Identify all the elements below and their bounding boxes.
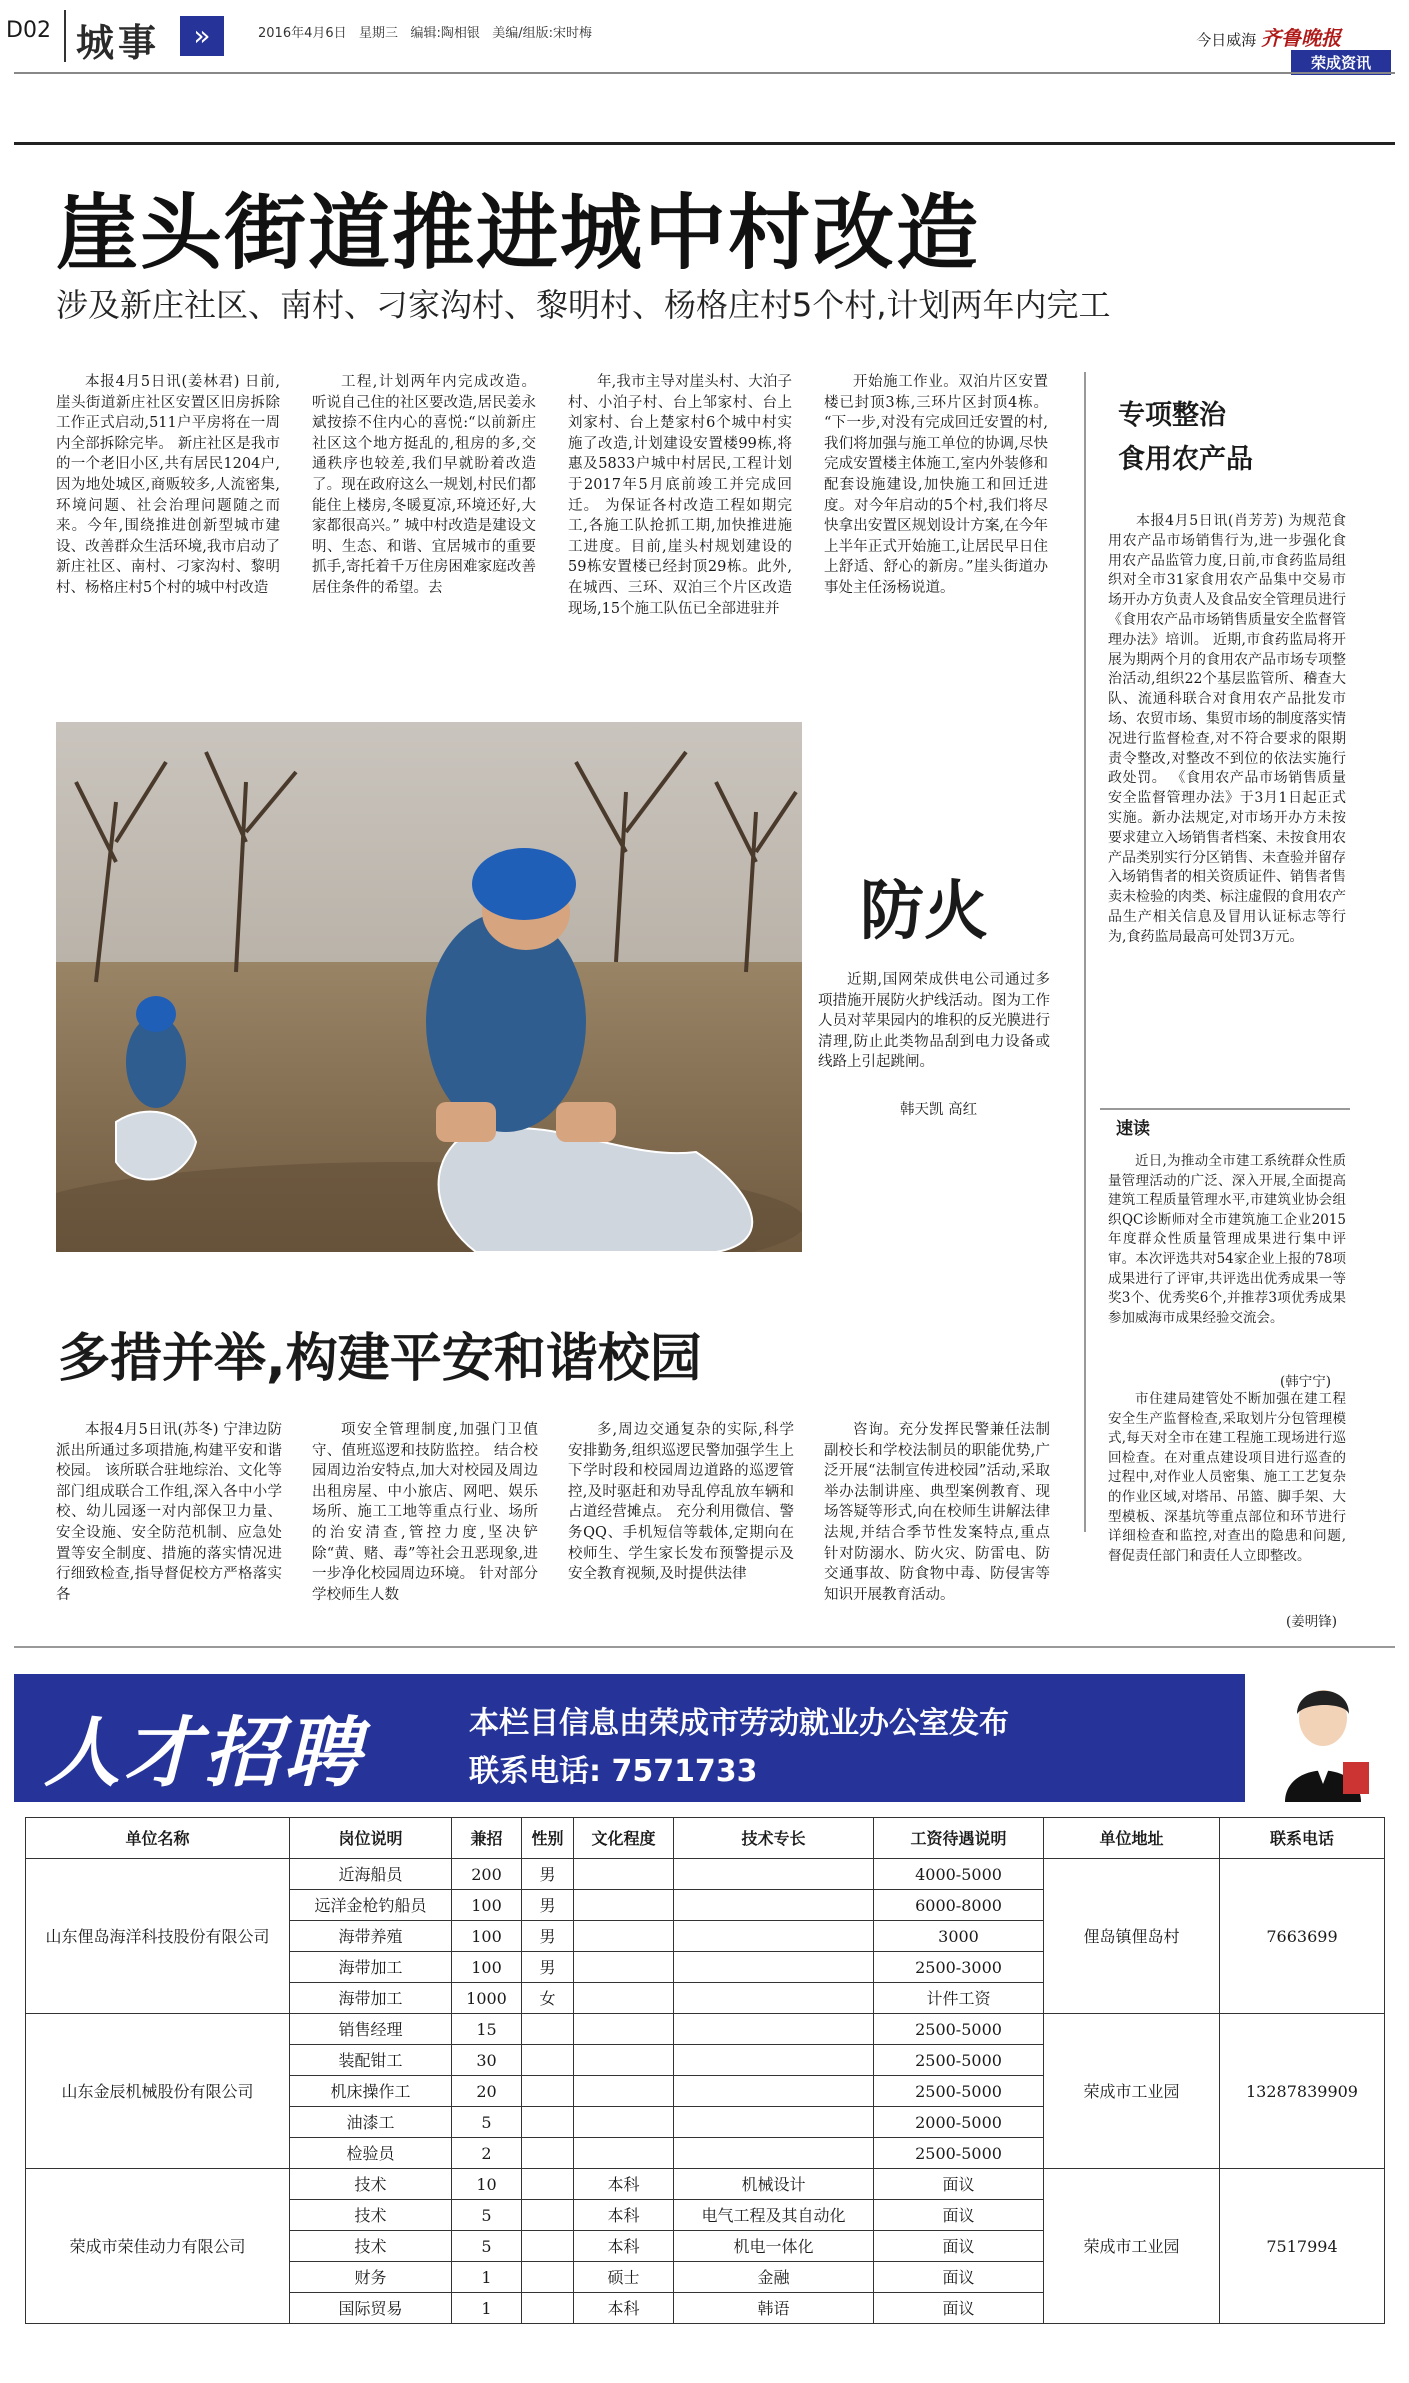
recruit-banner xyxy=(14,1674,1395,1802)
header-meta xyxy=(258,22,592,41)
table-row xyxy=(26,2169,1385,2200)
skill xyxy=(674,2138,874,2169)
gender xyxy=(522,2262,574,2293)
skill xyxy=(674,1859,874,1890)
side-title xyxy=(1118,394,1253,482)
gender xyxy=(522,2138,574,2169)
post: 国际贸易 xyxy=(290,2293,452,2324)
recruit-notice: 本栏目信息由荣成市劳动就业办公室发布 xyxy=(469,1706,1009,1741)
gender xyxy=(522,2076,574,2107)
gender xyxy=(522,2107,574,2138)
page-number: D02 xyxy=(6,18,51,43)
main-column-2 xyxy=(312,372,536,670)
company-name: 荣成市荣佳动力有限公司 xyxy=(26,2169,290,2324)
issue-date: 2016年4月6日 xyxy=(258,26,347,41)
top-rule xyxy=(14,142,1395,145)
issue-weekday: 星期三 xyxy=(359,26,399,41)
education xyxy=(574,1983,674,2014)
designer-credit: 美编/组版:宋时梅 xyxy=(492,26,593,41)
count: 100 xyxy=(452,1921,522,1952)
campus-headline: 多措并举,构建平安和谐校园 xyxy=(58,1329,702,1389)
skill: 机械设计 xyxy=(674,2169,874,2200)
skill xyxy=(674,1983,874,2014)
col-education: 文化程度 xyxy=(574,1818,674,1859)
company-address: 俚岛镇俚岛村 xyxy=(1044,1859,1220,2014)
education xyxy=(574,2014,674,2045)
education xyxy=(574,1921,674,1952)
count: 100 xyxy=(452,1890,522,1921)
skill xyxy=(674,1890,874,1921)
brief-body-1-text: 近日,为推动全市建工系统群众性质量管理活动的广泛、深入开展,全面提高建筑工程质量管理水平,市建筑业协会组织QC诊断师对全市建筑施工企业2015年度群众性质量管理成果进行集中评审。本次评选共对54家企业上报的78项成果进行了评审,共评选出优秀成果一等奖3个、优秀奖6个,并推荐3项优秀成果参加威海市成果经验交流会。 xyxy=(1108,1153,1346,1326)
company-name: 山东金辰机械股份有限公司 xyxy=(26,2014,290,2169)
count: 30 xyxy=(452,2045,522,2076)
skill xyxy=(674,1921,874,1952)
education: 硕士 xyxy=(574,2262,674,2293)
count: 20 xyxy=(452,2076,522,2107)
photo-story-title: 防火 xyxy=(860,875,988,949)
post: 装配钳工 xyxy=(290,2045,452,2076)
gender xyxy=(522,2045,574,2076)
count: 100 xyxy=(452,1952,522,1983)
salary: 2500-5000 xyxy=(874,2076,1044,2107)
editor-credit: 编辑:陶相银 xyxy=(410,26,480,41)
col-gender: 性别 xyxy=(522,1818,574,1859)
skill xyxy=(674,2045,874,2076)
brand-line xyxy=(1196,22,1341,51)
count: 15 xyxy=(452,2014,522,2045)
campus-column-2 xyxy=(312,1420,538,1630)
education xyxy=(574,1859,674,1890)
col-address: 单位地址 xyxy=(1044,1818,1220,1859)
skill xyxy=(674,2014,874,2045)
side-body xyxy=(1108,512,1346,1094)
campus-column-1 xyxy=(56,1420,282,1630)
header-rule xyxy=(14,72,1395,74)
salary: 2500-5000 xyxy=(874,2138,1044,2169)
company-phone: 13287839909 xyxy=(1220,2014,1385,2169)
col-company: 单位名称 xyxy=(26,1818,290,1859)
salary: 2500-3000 xyxy=(874,1952,1044,1983)
main-column-4-text: 开始施工作业。双泊片区安置楼已封顶3栋,三环片区封顶4栋。 “下一步,对没有完成回迁安置的村,我们将加强与施工单位的协调,尽快完成安置楼主体施工,室内外装修和配套设施建设,加快施工和回迁进度。对今年启动的5个村,我们将尽快拿出安置区规划设计方案,在今年上半年正式开始施工,让居民早日住上舒适、舒心的新房。”崖头街道办事处主任汤杨说道。 xyxy=(824,374,1048,596)
education xyxy=(574,2076,674,2107)
brief-credit-2: (姜明锋) xyxy=(1286,1614,1338,1630)
education: 本科 xyxy=(574,2169,674,2200)
salary: 面议 xyxy=(874,2293,1044,2324)
gender: 男 xyxy=(522,1952,574,1983)
col-salary: 工资待遇说明 xyxy=(874,1818,1044,1859)
gender xyxy=(522,2014,574,2045)
count: 5 xyxy=(452,2107,522,2138)
campus-column-1-text: 本报4月5日讯(苏冬) 宁津边防派出所通过多项措施,构建平安和谐校园。 该所联合驻地综治、文化等部门组成联合工作组,深入各中小学校、幼儿园逐一对内部保卫力量、安全设施、安全防范机制、应急处置等安全制度、措施的落实情况进行细致检查,指导督促校方严格落实各 xyxy=(56,1422,282,1603)
skill: 机电一体化 xyxy=(674,2231,874,2262)
skill: 韩语 xyxy=(674,2293,874,2324)
count: 200 xyxy=(452,1859,522,1890)
company-address: 荣成市工业园 xyxy=(1044,2014,1220,2169)
company-address: 荣成市工业园 xyxy=(1044,2169,1220,2324)
post: 财务 xyxy=(290,2262,452,2293)
count: 5 xyxy=(452,2231,522,2262)
table-row xyxy=(26,1859,1385,1890)
main-column-2-text: 工程,计划两年内完成改造。 听说自己住的社区要改造,居民姜永斌按捺不住内心的喜悦:“以前新庄社区这个地方挺乱的,租房的多,交通秩序也较差,我们早就盼着改造了。现在政府这么一规划,村民们都能住上楼房,冬暖夏凉,环境还好,大家都很高兴。” 城中村改造是建设文明、生态、和谐、宜居城市的重要抓手,寄托着千万住房困难家庭改善居住条件的希望。去 xyxy=(312,374,536,596)
gender xyxy=(522,2231,574,2262)
education xyxy=(574,2107,674,2138)
education xyxy=(574,2045,674,2076)
photo-credit: 韩天凯 高红 xyxy=(900,1102,978,1118)
education xyxy=(574,1890,674,1921)
photo-caption xyxy=(818,970,1050,1094)
main-column-1-text: 本报4月5日讯(姜林君) 日前,崖头街道新庄社区安置区旧房拆除工作正式启动,511户平房将在一周内全部拆除完毕。 新庄社区是我市的一个老旧小区,共有居民1204户,因为地处城区,商贩较多,人流密集,环境问题、社会治理问题随之而来。今年,围绕推进创新型城市建设、改善群众生活环境,我市启动了新庄社区、南村、刁家沟村、黎明村、杨格庄村5个村的城中村改造 xyxy=(56,374,280,596)
salary: 4000-5000 xyxy=(874,1859,1044,1890)
jobs-header-row xyxy=(26,1818,1385,1859)
education xyxy=(574,1952,674,1983)
campus-column-2-text: 项安全管理制度,加强门卫值守、值班巡逻和技防监控。 结合校园周边治安特点,加大对校园及周边出租房屋、中小旅店、网吧、娱乐场所、施工工地等重点行业、场所的治安清查,管控力度,坚决铲除“黄、赌、毒”等社会丑恶现象,进一步净化校园周边环境。 针对部分学校师生人数 xyxy=(312,1422,538,1603)
campus-column-3-text: 多,周边交通复杂的实际,科学安排勤务,组织巡逻民警加强学生上下学时段和校园周边道路的巡逻管控,及时驱赶和劝导乱停乱放车辆和占道经营摊点。 充分利用微信、警务QQ、手机短信等载体,定期向在校师生、学生家长发布预警提示及安全教育视频,及时提供法律 xyxy=(568,1422,794,1583)
table-row xyxy=(26,2014,1385,2045)
side-title-line1: 专项整治 xyxy=(1118,400,1226,431)
count: 10 xyxy=(452,2169,522,2200)
col-skill: 技术专长 xyxy=(674,1818,874,1859)
count: 1000 xyxy=(452,1983,522,2014)
salary: 2500-5000 xyxy=(874,2014,1044,2045)
main-column-3-text: 年,我市主导对崖头村、大泊子村、小泊子村、台上邹家村、台上刘家村、台上楚家村6个城中村实施了改造,计划建设安置楼99栋,将惠及5833户城中村居民,工程计划于2017年5月底前竣工并完成回迁。 为保证各村改造工程如期完工,各施工队抢抓工期,加快推进施工进度。目前,崖头村规划建设的59栋安置楼已经封顶29栋。此外,在城西、三环、双泊三个片区改造现场,15个施工队伍已全部进驻并 xyxy=(568,374,792,617)
recruit-title: 人才招聘 xyxy=(44,1708,364,1797)
post: 技术 xyxy=(290,2200,452,2231)
count: 2 xyxy=(452,2138,522,2169)
brief-rule xyxy=(1100,1108,1350,1110)
education: 本科 xyxy=(574,2231,674,2262)
post: 近海船员 xyxy=(290,1859,452,1890)
brief-label: 速读 xyxy=(1116,1119,1150,1139)
count: 5 xyxy=(452,2200,522,2231)
post: 海带加工 xyxy=(290,1983,452,2014)
salary: 面议 xyxy=(874,2262,1044,2293)
salary: 面议 xyxy=(874,2169,1044,2200)
brief-credit-1: (韩宁宁) xyxy=(1280,1374,1332,1390)
count: 1 xyxy=(452,2293,522,2324)
col-phone: 联系电话 xyxy=(1220,1818,1385,1859)
post: 远洋金枪钓船员 xyxy=(290,1890,452,1921)
education: 本科 xyxy=(574,2200,674,2231)
salary: 计件工资 xyxy=(874,1983,1044,2014)
post: 海带养殖 xyxy=(290,1921,452,1952)
gender: 男 xyxy=(522,1859,574,1890)
gender xyxy=(522,2293,574,2324)
campus-column-4 xyxy=(824,1420,1050,1630)
header-divider xyxy=(64,10,66,62)
side-divider xyxy=(1084,372,1086,1532)
recruit-mascot xyxy=(1245,1674,1395,1802)
gender: 男 xyxy=(522,1921,574,1952)
photo-workers xyxy=(56,722,802,1252)
campus-column-4-text: 咨询。充分发挥民警兼任法制副校长和学校法制员的职能优势,广泛开展“法制宣传进校园”活动,采取举办法制讲座、典型案例教育、现场答疑等形式,向在校师生讲解法律法规,并结合季节性发案特点,重点针对防溺水、防火灾、防雷电、防交通事故、防食物中毒、防侵害等知识开展教育活动。 xyxy=(824,1422,1050,1603)
side-title-line2: 食用农产品 xyxy=(1118,444,1253,475)
main-column-4 xyxy=(824,372,1048,670)
count: 1 xyxy=(452,2262,522,2293)
main-column-1 xyxy=(56,372,280,670)
gender xyxy=(522,2169,574,2200)
photo-caption-text: 近期,国网荣成供电公司通过多项措施开展防火护线活动。图为工作人员对苹果园内的堆积的反光膜进行清理,防止此类物品刮到电力设备或线路上引起跳闸。 xyxy=(818,972,1050,1071)
gender: 女 xyxy=(522,1983,574,2014)
gender: 男 xyxy=(522,1890,574,1921)
post: 机床操作工 xyxy=(290,2076,452,2107)
jobs-table xyxy=(25,1817,1385,2324)
company-phone: 7663699 xyxy=(1220,1859,1385,2014)
campus-column-3 xyxy=(568,1420,794,1630)
side-body-text: 本报4月5日讯(肖芳芳) 为规范食用农产品市场销售行为,进一步强化食用农产品监管力度,日前,市食药监局组织对全市31家食用农产品集中交易市场开办方负责人及食品安全管理员进行《食用农产品市场销售质量安全监督管理办法》培训。 近期,市食药监局将开展为期两个月的食用农产品市场专项整治活动,组织22个基层监管所、稽查大队、流通科联合对食用农产品批发市场、农贸市场、集贸市场的制度落实情况进行监督检查,对不符合要求的限期责令整改,对整改不到位的依法实施行政处罚。 《食用农产品市场销售质量安全监督管理办法》于3月1日起正式实施。新办法规定,对市场开办方未按要求建立入场销售者档案、未按食用农产品类别实行分区销售、未查验并留存入场销售者的相关资质证件、销售者售卖未检验的肉类、标注虚假的食用农产品生产相关信息及冒用认证标志等行为,食药监局最高可处罚3万元。 xyxy=(1108,513,1346,945)
recruit-phone: 联系电话: 7571733 xyxy=(469,1754,758,1789)
post: 技术 xyxy=(290,2169,452,2200)
post: 销售经理 xyxy=(290,2014,452,2045)
salary: 3000 xyxy=(874,1921,1044,1952)
gender xyxy=(522,2200,574,2231)
post: 油漆工 xyxy=(290,2107,452,2138)
salary: 面议 xyxy=(874,2200,1044,2231)
recruit-top-rule xyxy=(14,1646,1395,1648)
brief-body-2-text: 市住建局建管处不断加强在建工程安全生产监督检查,采取划片分包管理模式,每天对全市在建工程施工现场进行巡回检查。在对重点建设项目进行巡查的过程中,对作业人员密集、施工工艺复杂的作业区域,对塔吊、吊篮、脚手架、大型模板、深基坑等重点部位和环节进行详细检查和监控,对查出的隐患和问题,督促责任部门和责任人立即整改。 xyxy=(1108,1391,1346,1564)
skill xyxy=(674,2076,874,2107)
post: 海带加工 xyxy=(290,1952,452,1983)
skill: 金融 xyxy=(674,2262,874,2293)
post: 技术 xyxy=(290,2231,452,2262)
skill xyxy=(674,1952,874,1983)
salary: 2000-5000 xyxy=(874,2107,1044,2138)
paper-logo: 齐鲁晚报 xyxy=(1261,26,1341,50)
brief-body-1 xyxy=(1108,1152,1346,1370)
salary: 6000-8000 xyxy=(874,1890,1044,1921)
main-headline: 崖头街道推进城中村改造 xyxy=(56,186,981,281)
education xyxy=(574,2138,674,2169)
skill: 电气工程及其自动化 xyxy=(674,2200,874,2231)
section-arrow-icon: » xyxy=(180,16,224,56)
skill xyxy=(674,2107,874,2138)
brand-name: 今日威海 xyxy=(1196,31,1257,49)
section-name: 城事 xyxy=(76,21,161,65)
education: 本科 xyxy=(574,2293,674,2324)
main-subheadline: 涉及新庄社区、南村、刁家沟村、黎明村、杨格庄村5个村,计划两年内完工 xyxy=(56,286,1111,324)
col-count: 兼招 xyxy=(452,1818,522,1859)
company-phone: 7517994 xyxy=(1220,2169,1385,2324)
edition-tag: 荣成资讯 xyxy=(1291,50,1391,75)
main-column-3 xyxy=(568,372,792,670)
col-post: 岗位说明 xyxy=(290,1818,452,1859)
brief-body-2 xyxy=(1108,1390,1346,1608)
salary: 面议 xyxy=(874,2231,1044,2262)
salary: 2500-5000 xyxy=(874,2045,1044,2076)
company-name: 山东俚岛海洋科技股份有限公司 xyxy=(26,1859,290,2014)
post: 检验员 xyxy=(290,2138,452,2169)
